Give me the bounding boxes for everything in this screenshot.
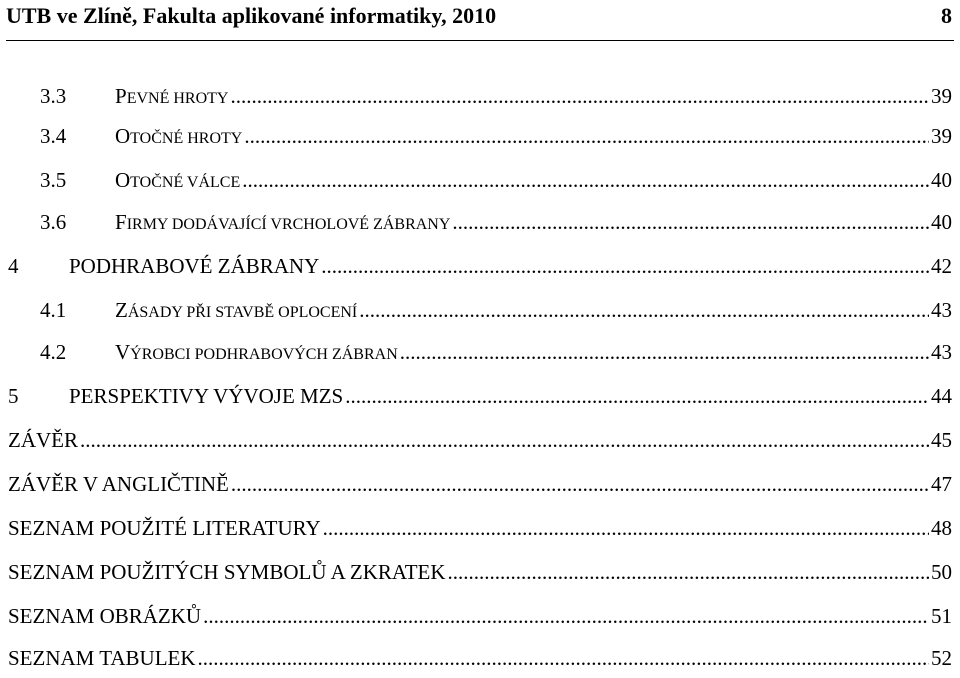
toc-title: SEZNAM TABULEK: [8, 646, 196, 670]
toc-page: 43: [931, 340, 952, 364]
toc-page: 44: [931, 384, 952, 408]
toc-entry-5[interactable]: [0, 384, 960, 416]
toc-entry-symboly[interactable]: [0, 560, 960, 592]
toc-number: 3.5: [40, 168, 67, 192]
toc-title: OTOČNÉ VÁLCE: [115, 168, 241, 192]
toc-page: 52: [931, 646, 952, 670]
toc-number: 3.4: [40, 124, 67, 148]
toc-page: 39: [931, 124, 952, 148]
toc-title: OTOČNÉ HROTY: [115, 124, 243, 148]
toc-title: PEVNÉ HROTY: [115, 84, 229, 108]
toc-title: VÝROBCI PODHRABOVÝCH ZÁBRAN: [115, 340, 398, 364]
toc-page: 48: [931, 516, 952, 540]
header-page-number: 8: [941, 3, 952, 28]
dot-leader: [323, 516, 929, 541]
toc-title: SEZNAM POUŽITÝCH SYMBOLŮ A ZKRATEK: [8, 560, 446, 584]
toc-title: ZÁVĚR V ANGLIČTINĚ: [8, 472, 229, 496]
toc-title: ZÁVĚR: [8, 428, 78, 452]
dot-leader: [244, 124, 929, 149]
toc-title: SEZNAM POUŽITÉ LITERATURY: [8, 516, 321, 540]
toc-entry-3-3[interactable]: [0, 84, 960, 116]
toc-entry-tabulky[interactable]: [0, 646, 960, 678]
toc-entry-literatura[interactable]: [0, 516, 960, 548]
toc-title: SEZNAM OBRÁZKŮ: [8, 604, 202, 628]
dot-leader: [321, 254, 929, 279]
toc-page: 40: [931, 168, 952, 192]
toc-page: 51: [931, 604, 952, 628]
toc-number: 3.3: [40, 84, 67, 108]
toc-entry-zaver-anglictina[interactable]: [0, 472, 960, 504]
toc-number: 5: [8, 384, 19, 408]
dot-leader: [452, 210, 929, 235]
toc-page: 42: [931, 254, 952, 278]
toc-title: PERSPEKTIVY VÝVOJE MZS: [69, 384, 344, 408]
toc-number: 4.1: [40, 298, 67, 322]
toc-number: 4.2: [40, 340, 67, 364]
dot-leader: [231, 472, 929, 497]
toc-page: 40: [931, 210, 952, 234]
toc-page: 45: [931, 428, 952, 452]
toc-entry-4-2[interactable]: [0, 340, 960, 372]
toc-entry-4-1[interactable]: [0, 298, 960, 330]
toc-page: 39: [931, 84, 952, 108]
toc-title: FIRMY DODÁVAJÍCÍ VRCHOLOVÉ ZÁBRANY: [115, 210, 451, 234]
dot-leader: [198, 646, 929, 671]
dot-leader: [345, 384, 929, 409]
toc-entry-3-5[interactable]: [0, 168, 960, 200]
toc-page: 50: [931, 560, 952, 584]
dot-leader: [448, 560, 929, 585]
toc-title: ZÁSADY PŘI STAVBĚ OPLOCENÍ: [115, 298, 358, 322]
toc-title: PODHRABOVÉ ZÁBRANY: [69, 254, 320, 278]
dot-leader: [400, 340, 929, 365]
toc-entry-3-4[interactable]: [0, 124, 960, 156]
toc-number: 4: [8, 254, 19, 278]
dot-leader: [242, 168, 929, 193]
dot-leader: [230, 84, 929, 109]
toc-entry-4[interactable]: [0, 254, 960, 286]
dot-leader: [203, 604, 929, 629]
toc-entry-3-6[interactable]: [0, 210, 960, 242]
toc-page: 43: [931, 298, 952, 322]
toc-number: 3.6: [40, 210, 67, 234]
toc-entry-zaver[interactable]: [0, 428, 960, 460]
running-header: [6, 0, 954, 41]
header-title: UTB ve Zlíně, Fakulta aplikované informatiky, 2010: [6, 3, 497, 28]
dot-leader: [359, 298, 929, 323]
toc-page: 47: [931, 472, 952, 496]
dot-leader: [80, 428, 929, 453]
toc-entry-obrazky[interactable]: [0, 604, 960, 636]
